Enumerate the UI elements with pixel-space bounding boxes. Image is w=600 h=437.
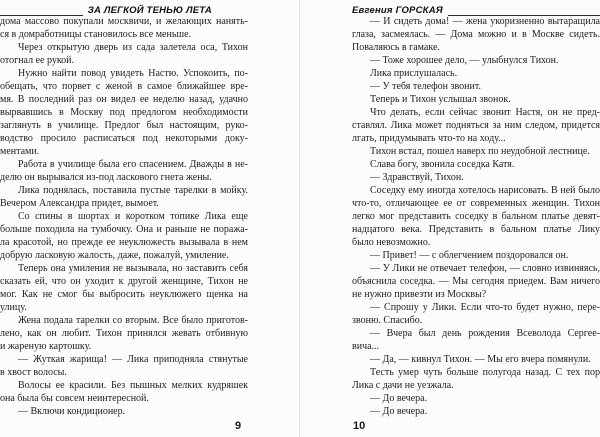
text-line: и жареную картошку. [0, 341, 92, 352]
text-line: глаза, засмеялась. — Дома можно и в Москве сидеть. [352, 29, 600, 40]
text-line: водство просило расписаться под некоторыми доку- [0, 133, 248, 144]
paragraph [0, 353, 248, 379]
text-line: Волосы ее красили. Без пышных мелких кудряшек [18, 380, 248, 391]
text-line: — До вечера. [370, 406, 428, 417]
paragraph [0, 314, 248, 353]
text-line: — Вчера был день рождения Всеволода Сергее- [370, 328, 600, 339]
text-line: мог. Как не смог бы выбросить неуклюжего щенка на [0, 289, 248, 300]
text-line: заглянуть в училище. Предлог был настоящим, руко- [0, 120, 248, 131]
text-line: Работа в училище была его спасением. Дважды в не- [18, 159, 248, 170]
paragraph [352, 54, 600, 67]
text-line: Слава богу, звонила соседка Катя. [370, 159, 515, 170]
paragraph [0, 67, 248, 158]
right-page [300, 0, 600, 437]
text-line: — У Лики не отвечает телефон, — словно извиняясь, [370, 263, 600, 274]
paragraph [352, 405, 600, 418]
text-line: делю он вырывался из-под ласкового гнета жены. [0, 172, 212, 183]
text-line: было невозможно. [352, 237, 431, 248]
text-line: — И сидеть дома! — жена укоризненно вытаращила [370, 16, 600, 27]
text-line: в хвост волосы. [0, 367, 67, 378]
text-line: ставлял. Лика может подняться за ним следом, придется [352, 120, 600, 131]
right-page-number: 10 [353, 420, 366, 432]
paragraph [0, 15, 248, 41]
left-page-number: 9 [235, 420, 242, 432]
text-line: — Да, — кивнул Тихон. — Мы его вчера помянули. [370, 354, 591, 365]
paragraph [0, 262, 248, 314]
text-line: Тихон встал, пошел наверх по неудобной лестнице. [370, 146, 590, 157]
text-line: Со спины в шортах и коротком топике Лика еще [18, 211, 248, 222]
text-line: обещать, что порвет с женой в самое ближайшее вре- [0, 81, 248, 92]
paragraph [352, 301, 600, 327]
text-line: мя. В последний раз он видел ее неделю назад, удачно [0, 94, 248, 105]
paragraph [0, 41, 248, 67]
paragraph [352, 93, 600, 106]
text-line: Что делать, если сейчас звонит Настя, он не пред- [370, 107, 600, 118]
text-line: Лика прислушалась. [370, 68, 458, 79]
text-line: она была бы совсем неинтересной. [0, 393, 149, 404]
book-title-header: ЗА ЛЕГКОЙ ТЕНЬЮ ЛЕТА [87, 5, 212, 16]
text-line: вича... [352, 341, 380, 352]
paragraph [0, 379, 248, 405]
text-line: дома массово покупали москвичи, и желающих нанять- [0, 16, 248, 27]
paragraph [352, 171, 600, 184]
paragraph [352, 262, 600, 301]
paragraph [0, 158, 248, 184]
left-page [0, 0, 299, 437]
text-line: Лика с дачи не уезжала. [352, 380, 454, 391]
text-line: ла красотой, но прежде ее неуклюжесть вызывала в нем [0, 237, 248, 248]
paragraph [352, 106, 600, 145]
paragraph [352, 184, 600, 249]
text-line: Вечером Александра придет, вымоет. [0, 198, 159, 209]
text-line: лгать, придумывать что-то на ходу... [352, 133, 506, 144]
text-line: Через открытую дверь из сада залетела оса, Тихон [18, 42, 248, 53]
paragraph [0, 184, 248, 210]
text-line: не нужно привезти из Москвы? [352, 289, 487, 300]
text-line: Теперь и Тихон услышал звонок. [370, 94, 511, 105]
paragraph [352, 327, 600, 353]
text-line: — Тоже хорошее дело, — улыбнулся Тихон. [370, 55, 559, 66]
text-line: — Жуткая жарища! — Лика приподняла стянутые [18, 354, 248, 365]
text-line: — Здравствуй, Тихон. [370, 172, 464, 183]
text-line: лено, как он любит. Тихон принялся жевать отбивную [0, 328, 248, 339]
paragraph [352, 145, 600, 158]
text-line: Теперь она умиления не вызывала, но заставить себя [18, 263, 248, 274]
text-line: Поваляюсь в гамаке. [352, 42, 440, 53]
paragraph [352, 158, 600, 171]
text-line: легко мог представить соседку в бальном платье девят- [352, 211, 600, 222]
text-line: звоню. Спасибо. [352, 315, 423, 326]
text-line: Соседку ему иногда хотелось нарисовать. В ней было [370, 185, 600, 196]
paragraph [352, 249, 600, 262]
text-line: Лика поднялась, поставила пустые тарелки в мойку. [18, 185, 248, 196]
author-name-header: Евгения ГОРСКАЯ [352, 5, 443, 16]
text-line: Тесть умер чуть больше полугода назад. С тех пор [370, 367, 600, 378]
text-line: сказать ей, что он уходит к другой женщине, Тихон не [0, 276, 248, 287]
right-page-body [352, 15, 600, 418]
text-line: больше походила на тумбочку. Она и раньше не поража- [0, 224, 248, 235]
text-line: что-то, отличающее ее от современных женщин. Тихон [352, 198, 600, 209]
text-line: Нужно найти повод увидеть Настю. Успокоить, по- [18, 68, 248, 79]
paragraph [0, 405, 248, 418]
text-line: ментами. [0, 146, 40, 157]
paragraph [352, 15, 600, 54]
paragraph [352, 392, 600, 405]
text-line: — Привет! — с облегчением поздоровался он. [370, 250, 569, 261]
paragraph [352, 353, 600, 366]
text-line: надцатого века. Представить в бальном платье Лику [352, 224, 600, 235]
left-page-body [0, 15, 248, 418]
text-line: объяснила соседка. — Мы сегодня приедем. Вам ничего [352, 276, 600, 287]
paragraph [352, 366, 600, 392]
text-line: ся в домработницы становилось все меньше. [0, 29, 192, 40]
text-line: — Включи кондиционер. [18, 406, 126, 417]
text-line: — До вечера. [370, 393, 428, 404]
text-line: отогнал ее рукой. [0, 55, 75, 66]
text-line: — Спрошу у Лики. Если что-то будет нужно, пере- [370, 302, 600, 313]
text-line: Жена подала тарелки со вторым. Все было приготов- [18, 315, 248, 326]
paragraph [352, 67, 600, 80]
text-line: добрую ласковую жалость, даже, пожалуй, умиление. [0, 250, 229, 261]
text-line: улицу. [0, 302, 27, 313]
text-line: вырвавшись в Москву под предлогом необходимости [0, 107, 248, 118]
text-line: — У тебя телефон звонит. [370, 81, 481, 92]
paragraph [352, 80, 600, 93]
paragraph [0, 210, 248, 262]
